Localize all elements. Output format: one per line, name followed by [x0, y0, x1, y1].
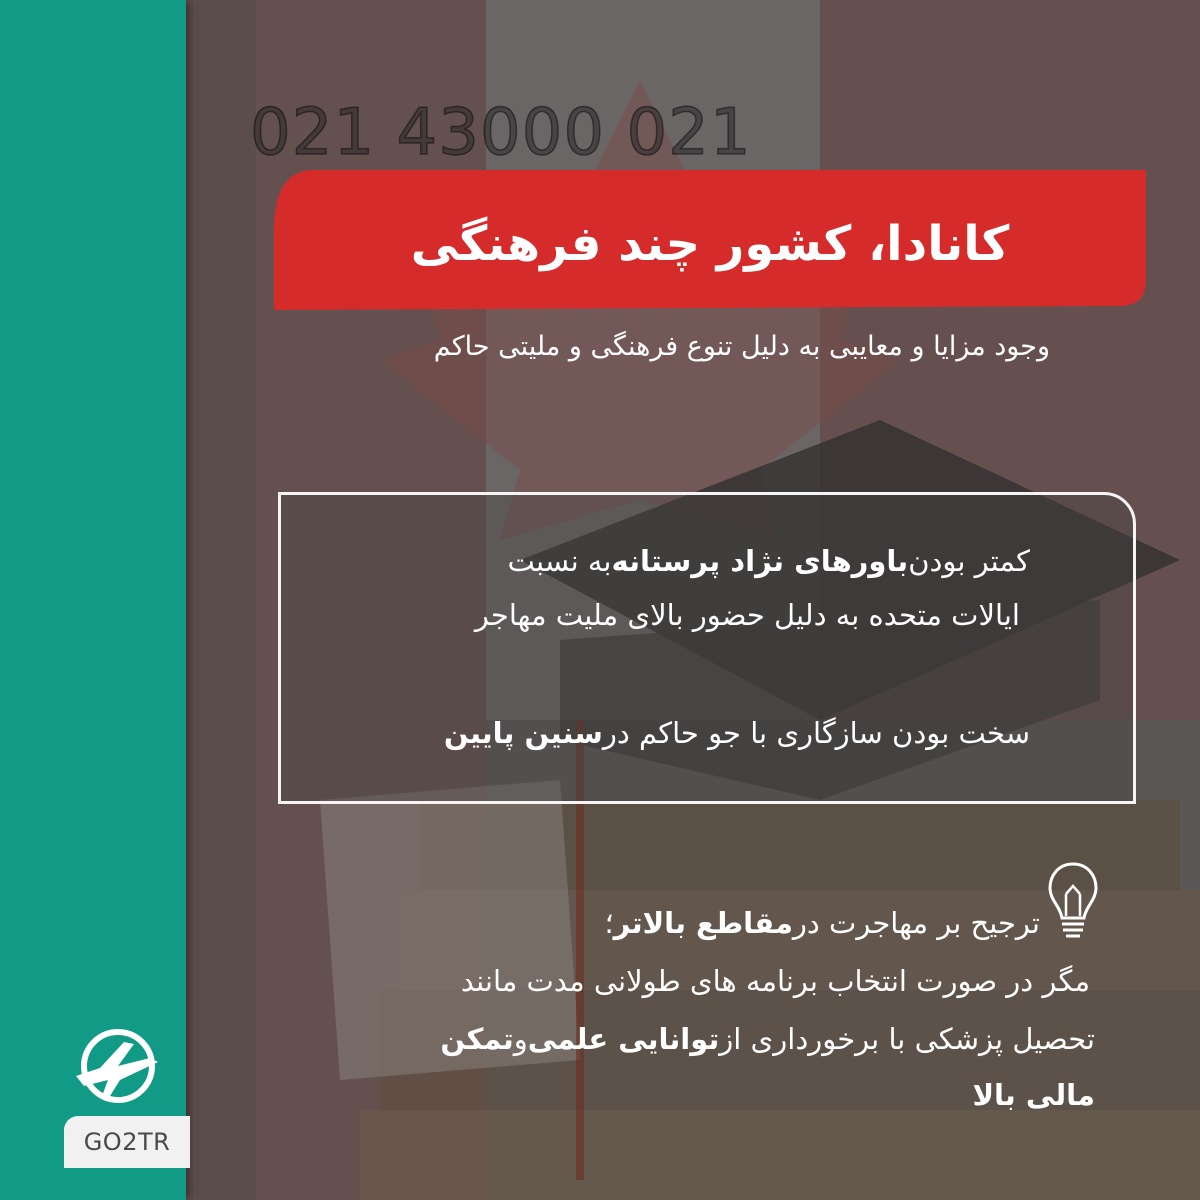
- box-line-2: ایالات متحده به دلیل حضور بالای ملیت مهاجر: [474, 598, 1020, 632]
- page-title: کانادا، کشور چند فرهنگی: [410, 216, 1010, 272]
- tip-line-1-post: ؛: [604, 906, 614, 940]
- box-line-3-pre: سخت بودن سازگاری با جو حاکم در: [602, 716, 1030, 750]
- plane-globe-icon: [70, 1018, 166, 1114]
- box-line-3: [330, 708, 1030, 758]
- tip-line-1: [540, 898, 1040, 948]
- tip-line-3-bold1: توانایی علمی: [527, 1022, 720, 1056]
- tip-line-3-bold2: تمکن: [440, 1022, 514, 1056]
- phone-number: 021 43000 021: [250, 96, 752, 170]
- brand-name: GO2TR: [64, 1116, 190, 1168]
- tip-line-3-pre: تحصیل پزشکی با برخورداری از: [719, 1022, 1095, 1056]
- tip-line-4-bold: مالی بالا: [972, 1078, 1095, 1112]
- box-line-1-pre: کمتر بودن: [908, 544, 1030, 578]
- tip-line-1-bold: مقاطع بالاتر: [613, 906, 793, 940]
- box-line-3-bold: سنین پایین: [443, 716, 603, 750]
- tip-line-3-mid: و: [513, 1022, 528, 1056]
- page-subtitle: وجود مزایا و معایبی به دلیل تنوع فرهنگی و ملیتی حاکم: [433, 330, 1050, 362]
- tip-line-2: مگر در صورت انتخاب برنامه های طولانی مدت مانند: [460, 964, 1090, 998]
- box-line-1-bold: باورهای نژاد پرستانه: [611, 544, 909, 578]
- lightbulb-icon: [1044, 860, 1102, 946]
- box-line-1-post: به نسبت: [507, 544, 612, 578]
- tip-line-3: [300, 1014, 1095, 1064]
- box-line-1: [330, 536, 1030, 586]
- tip-line-4: [800, 1070, 1095, 1120]
- tip-line-1-pre: ترجیح بر مهاجرت در: [792, 906, 1040, 940]
